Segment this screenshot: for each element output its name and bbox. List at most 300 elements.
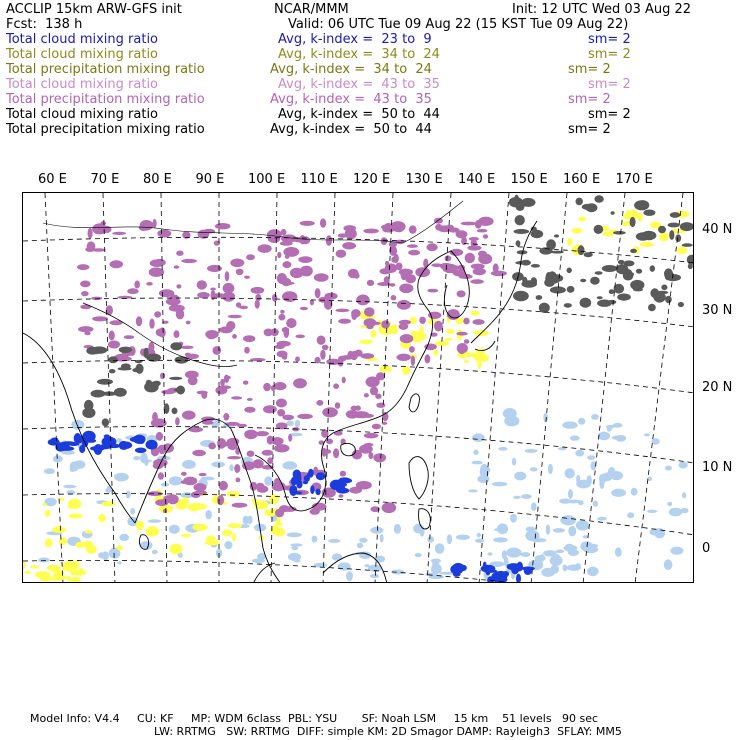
cloud-patch <box>637 213 643 222</box>
cloud-patch <box>391 257 396 263</box>
cloud-patch <box>356 295 369 306</box>
legend-row <box>6 77 740 92</box>
cloud-patch <box>222 529 232 536</box>
cloud-patch <box>182 497 189 505</box>
cloud-patch <box>612 436 624 440</box>
cloud-patch <box>355 405 361 410</box>
cloud-patch <box>218 385 231 389</box>
cloud-patch <box>300 307 308 310</box>
cloud-patch <box>255 300 260 309</box>
cloud-patch <box>169 476 183 485</box>
cloud-patch <box>277 351 288 358</box>
cloud-patch <box>282 327 290 333</box>
cloud-patch <box>283 461 298 469</box>
cloud-patch <box>109 331 115 341</box>
cloud-patch <box>244 347 250 354</box>
cloud-patch <box>543 550 557 556</box>
cloud-patch <box>278 314 285 321</box>
cloud-patch <box>300 221 315 226</box>
cloud-patch <box>678 302 684 307</box>
cloud-patch <box>102 418 109 426</box>
longitude-label: 110 E <box>300 172 338 187</box>
cloud-patch <box>192 524 207 531</box>
cloud-patch <box>409 225 417 233</box>
cloud-patch <box>230 259 244 268</box>
cloud-patch <box>644 433 650 436</box>
cloud-patch <box>471 310 480 315</box>
cloud-patch <box>650 265 655 272</box>
cloud-patch <box>443 263 453 269</box>
cloud-patch <box>293 378 307 388</box>
cloud-patch <box>541 568 555 577</box>
cloud-patch <box>521 494 532 499</box>
cloud-patch <box>158 472 164 480</box>
cloud-patch <box>411 356 415 367</box>
cloud-patch <box>390 221 405 232</box>
cloud-patch <box>317 336 326 345</box>
cloud-patch <box>521 198 535 207</box>
forecast-hour: Fcst: 138 h <box>6 17 83 32</box>
legend-smoothing: sm= 2 <box>588 32 631 47</box>
cloud-patch <box>316 472 326 480</box>
cloud-patch <box>497 574 501 580</box>
cloud-patch <box>146 282 153 286</box>
cloud-patch <box>354 350 362 357</box>
cloud-patch <box>226 321 235 330</box>
legend-smoothing: sm= 2 <box>568 62 611 77</box>
cloud-patch <box>156 432 163 441</box>
cloud-patch <box>211 290 216 300</box>
cloud-patch <box>531 264 540 268</box>
cloud-patch <box>548 464 553 474</box>
cloud-patch <box>473 450 478 456</box>
cloud-patch <box>514 472 526 481</box>
cloud-patch <box>357 543 363 549</box>
cloud-patch <box>470 279 484 284</box>
cloud-patch <box>114 388 127 397</box>
cloud-patch <box>108 356 117 363</box>
cloud-patch <box>68 504 73 509</box>
cloud-patch <box>647 510 657 513</box>
cloud-patch <box>77 264 89 270</box>
cloud-patch <box>446 329 454 334</box>
legend-row <box>6 107 740 122</box>
cloud-patch <box>530 467 538 471</box>
cloud-patch <box>282 291 297 302</box>
cloud-patch <box>119 347 132 353</box>
cloud-patch <box>653 292 665 303</box>
cloud-patch <box>67 576 72 581</box>
cloud-patch <box>45 538 53 547</box>
cloud-patch <box>283 261 292 268</box>
cloud-patch <box>630 280 644 290</box>
cloud-patch <box>611 489 626 497</box>
cloud-patch <box>170 544 183 555</box>
cloud-patch <box>51 438 58 441</box>
cloud-patch <box>503 408 517 419</box>
legend-smoothing: sm= 2 <box>588 77 631 92</box>
cloud-patch <box>483 234 488 239</box>
cloud-patch <box>275 345 285 349</box>
cloud-patch <box>181 472 187 476</box>
cloud-patch <box>669 508 682 517</box>
cloud-patch <box>359 538 367 543</box>
cloud-patch <box>109 369 116 373</box>
legend-row <box>6 92 740 107</box>
map-panel <box>22 192 694 583</box>
cloud-patch <box>615 547 622 557</box>
cloud-patch <box>597 296 603 299</box>
cloud-patch <box>636 232 650 241</box>
cloud-patch <box>272 294 277 302</box>
cloud-patch <box>247 398 253 401</box>
cloud-patch <box>126 491 131 499</box>
cloud-patch <box>478 254 492 265</box>
cloud-patch <box>98 514 106 522</box>
cloud-patch <box>262 450 274 456</box>
cloud-patch <box>472 319 484 325</box>
cloud-patch <box>391 324 398 334</box>
cloud-patch <box>244 430 258 440</box>
cloud-patch <box>670 547 683 555</box>
cloud-patch <box>516 574 521 583</box>
cloud-patch <box>343 225 356 231</box>
cloud-patch <box>447 534 452 544</box>
cloud-patch <box>492 482 507 487</box>
longitude-label: 130 E <box>405 172 443 187</box>
cloud-patch <box>297 414 313 419</box>
cloud-patch <box>402 366 410 375</box>
cloud-patch <box>133 435 146 444</box>
cloud-patch <box>290 268 304 278</box>
cloud-patch <box>316 400 323 406</box>
cloud-patch <box>630 217 636 227</box>
cloud-patch <box>593 501 598 507</box>
cloud-patch <box>475 539 484 543</box>
cloud-patch <box>338 319 351 324</box>
cloud-patch <box>280 310 284 314</box>
cloud-patch <box>556 550 564 554</box>
cloud-patch <box>445 338 452 341</box>
cloud-patch <box>326 235 332 246</box>
cloud-patch <box>227 456 241 459</box>
cloud-patch <box>677 247 687 255</box>
cloud-patch <box>141 459 152 462</box>
cloud-patch <box>435 543 445 554</box>
cloud-patch <box>498 447 507 451</box>
cloud-patch <box>224 541 232 549</box>
cloud-patch <box>346 571 353 581</box>
longitude-label: 160 E <box>563 172 601 187</box>
cloud-patch <box>215 223 231 229</box>
cloud-patch <box>394 524 401 534</box>
legend-smoothing: sm= 2 <box>568 122 611 137</box>
cloud-patch <box>457 290 466 297</box>
cloud-patch <box>597 517 607 521</box>
cloud-patch <box>169 525 180 534</box>
cloud-patch <box>342 377 346 383</box>
cloud-patch <box>434 321 443 332</box>
cloud-patch <box>456 230 468 238</box>
cloud-patch <box>91 297 102 300</box>
cloud-patch <box>595 271 603 275</box>
cloud-patch <box>166 298 181 305</box>
cloud-patch <box>281 278 291 286</box>
cloud-patch <box>291 477 297 486</box>
cloud-patch <box>78 326 93 332</box>
cloud-patch <box>456 332 467 336</box>
cloud-patch <box>112 232 126 235</box>
cloud-patch <box>379 366 391 373</box>
cloud-patch <box>258 244 272 253</box>
cloud-patch <box>438 225 452 232</box>
cloud-patch <box>225 271 230 281</box>
cloud-patch <box>570 435 580 440</box>
cloud-patch <box>339 494 344 497</box>
cloud-patch <box>407 244 418 248</box>
cloud-patch <box>401 271 407 281</box>
cloud-patch <box>351 310 357 320</box>
cloud-patch <box>247 451 255 457</box>
cloud-patch <box>624 260 635 266</box>
cloud-patch <box>267 457 273 464</box>
cloud-patch <box>459 565 467 571</box>
cloud-patch <box>135 448 147 454</box>
cloud-patch <box>255 294 261 301</box>
cloud-patch <box>516 240 521 246</box>
cloud-patch <box>161 390 175 395</box>
cloud-patch <box>368 452 373 459</box>
cloud-patch <box>627 512 634 518</box>
cloud-patch <box>172 408 178 415</box>
cloud-patch <box>285 255 290 259</box>
cloud-patch <box>568 489 573 499</box>
cloud-patch <box>91 346 107 353</box>
cloud-patch <box>276 399 287 408</box>
cloud-patch <box>154 259 166 266</box>
cloud-patch <box>483 562 487 571</box>
cloud-patch <box>565 468 575 478</box>
cloud-patch <box>631 488 638 496</box>
cloud-patch <box>148 342 154 353</box>
cloud-patch <box>450 249 464 256</box>
cloud-patch <box>409 346 415 353</box>
longitude-label: 170 E <box>615 172 653 187</box>
cloud-patch <box>526 527 536 532</box>
cloud-patch <box>247 516 252 525</box>
cloud-patch <box>274 528 285 537</box>
cloud-patch <box>134 281 140 289</box>
cloud-patch <box>643 210 655 216</box>
legend-field: Total cloud mixing ratio <box>6 77 159 92</box>
cloud-patch <box>397 354 411 361</box>
cloud-patch <box>86 545 97 554</box>
legend-row <box>6 62 740 77</box>
cloud-patch <box>465 353 478 358</box>
cloud-patch <box>135 364 143 374</box>
cloud-patch <box>680 222 694 231</box>
cloud-patch <box>587 455 595 460</box>
cloud-patch <box>668 223 680 228</box>
cloud-patch <box>244 407 255 413</box>
map-title: ACCLIP 15km ARW-GFS init <box>6 2 182 17</box>
cloud-patch <box>38 558 49 563</box>
cloud-patch <box>364 433 378 439</box>
cloud-patch <box>415 553 422 557</box>
cloud-patch <box>324 449 331 453</box>
cloud-patch <box>274 382 287 390</box>
legend-field: Total cloud mixing ratio <box>6 47 159 62</box>
cloud-patch <box>246 254 255 260</box>
cloud-patch <box>228 523 243 528</box>
cloud-patch <box>286 318 296 328</box>
cloud-patch <box>92 316 108 321</box>
cloud-patch <box>232 533 236 541</box>
cloud-patch <box>163 509 167 513</box>
cloud-patch <box>288 553 301 561</box>
cloud-patch <box>335 402 340 409</box>
cloud-patch <box>688 264 693 269</box>
cloud-patch <box>30 565 39 569</box>
cloud-patch <box>679 462 688 469</box>
cloud-patch <box>576 520 589 530</box>
center-label: NCAR/MMM <box>274 2 349 17</box>
cloud-patch <box>400 334 414 343</box>
cloud-patch <box>274 444 290 452</box>
cloud-patch <box>101 501 115 506</box>
cloud-patch <box>174 265 180 268</box>
cloud-patch <box>160 373 165 379</box>
cloud-patch <box>514 229 530 234</box>
cloud-patch <box>599 478 604 489</box>
cloud-patch <box>636 269 642 274</box>
cloud-patch <box>264 329 273 337</box>
cloud-patch <box>664 559 673 570</box>
cloud-patch <box>108 341 120 349</box>
cloud-patch <box>104 434 110 438</box>
cloud-patch <box>423 259 428 269</box>
cloud-patch <box>373 453 386 462</box>
cloud-patch <box>181 480 188 484</box>
cloud-patch <box>127 288 138 294</box>
cloud-patch <box>156 328 166 336</box>
cloud-patch <box>583 546 598 554</box>
cloud-patch <box>269 494 279 504</box>
cloud-patch <box>477 360 481 370</box>
cloud-field <box>23 195 694 583</box>
cloud-patch <box>512 458 516 466</box>
cloud-patch <box>175 417 180 425</box>
cloud-patch <box>652 438 660 444</box>
cloud-patch <box>682 243 693 247</box>
cloud-patch <box>591 414 599 420</box>
cloud-patch <box>464 339 470 344</box>
cloud-patch <box>342 242 356 249</box>
cloud-patch <box>364 393 369 397</box>
cloud-patch <box>399 284 413 294</box>
cloud-patch <box>480 464 488 475</box>
cloud-patch <box>333 383 339 389</box>
latitude-label: 30 N <box>702 303 733 318</box>
cloud-patch <box>477 229 488 233</box>
cloud-patch <box>175 356 189 363</box>
cloud-patch <box>110 260 124 268</box>
cloud-patch <box>257 485 269 492</box>
cloud-patch <box>598 432 610 441</box>
cloud-patch <box>413 524 424 534</box>
cloud-patch <box>433 350 438 356</box>
cloud-patch <box>223 413 229 421</box>
cloud-patch <box>567 268 572 274</box>
cloud-patch <box>603 232 614 237</box>
cloud-patch <box>174 330 180 338</box>
cloud-patch <box>531 230 544 238</box>
cloud-patch <box>85 530 92 534</box>
cloud-patch <box>312 536 318 543</box>
cloud-patch <box>493 263 499 272</box>
cloud-patch <box>338 562 351 571</box>
cloud-patch <box>531 502 537 511</box>
cloud-patch <box>658 226 666 233</box>
cloud-patch <box>425 354 431 363</box>
cloud-patch <box>427 243 438 251</box>
cloud-patch <box>43 503 47 506</box>
cloud-patch <box>425 573 437 577</box>
cloud-patch <box>607 426 612 431</box>
cloud-patch <box>180 534 191 538</box>
cloud-patch <box>199 473 207 476</box>
cloud-patch <box>473 268 486 276</box>
cloud-patch <box>348 351 354 360</box>
cloud-patch <box>243 335 255 342</box>
cloud-patch <box>295 335 305 339</box>
cloud-patch <box>340 471 346 477</box>
init-time: Init: 12 UTC Wed 03 Aug 22 <box>512 2 692 17</box>
cloud-patch <box>279 505 289 512</box>
cloud-patch <box>61 451 75 455</box>
cloud-patch <box>431 559 441 563</box>
cloud-patch <box>363 229 379 234</box>
cloud-patch <box>45 510 51 517</box>
cloud-patch <box>661 285 667 291</box>
cloud-patch <box>613 231 626 235</box>
cloud-patch <box>315 288 321 298</box>
cloud-patch <box>252 499 257 504</box>
cloud-patch <box>144 382 159 393</box>
cloud-patch <box>397 300 411 310</box>
cloud-patch <box>158 445 166 453</box>
cloud-patch <box>264 476 273 485</box>
legend-row <box>6 122 740 137</box>
cloud-patch <box>207 265 222 272</box>
cloud-patch <box>277 252 281 258</box>
cloud-patch <box>197 280 207 289</box>
cloud-patch <box>228 315 242 318</box>
latitude-label: 10 N <box>702 460 733 475</box>
cloud-patch <box>322 407 338 417</box>
cloud-patch <box>24 571 31 574</box>
cloud-patch <box>59 537 67 545</box>
cloud-patch <box>472 461 483 465</box>
cloud-patch <box>594 195 603 203</box>
cloud-patch <box>63 485 76 489</box>
cloud-patch <box>540 554 544 562</box>
cloud-patch <box>130 508 135 515</box>
cloud-patch <box>291 491 302 494</box>
legend-smoothing: sm= 2 <box>588 107 631 122</box>
cloud-patch <box>181 259 197 263</box>
cloud-patch <box>468 489 478 492</box>
